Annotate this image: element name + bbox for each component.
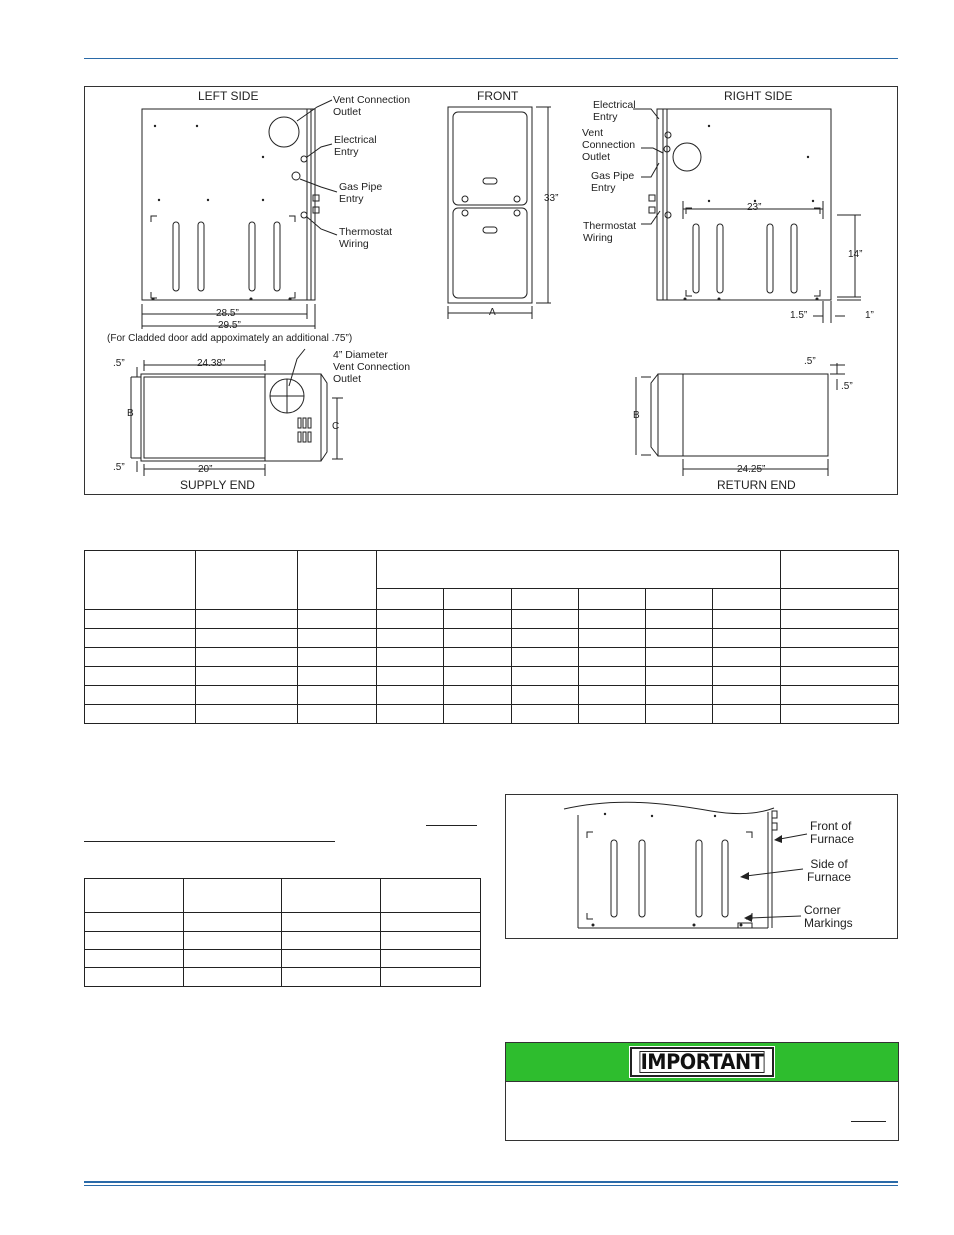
right-thermostat-callout: Thermostat Wiring bbox=[583, 220, 637, 244]
table-row bbox=[85, 932, 481, 950]
supply-end-title: SUPPLY END bbox=[180, 478, 255, 492]
dim-20: 20” bbox=[198, 464, 213, 475]
dim-1: 1” bbox=[865, 310, 874, 321]
dim-05-supply-bottom: .5” bbox=[113, 462, 125, 473]
dim-14: 14” bbox=[848, 249, 863, 260]
table-row bbox=[85, 686, 899, 705]
right-vent-callout: Vent Connection Outlet bbox=[582, 127, 636, 163]
table-row bbox=[85, 950, 481, 968]
dim-b-supply: B bbox=[127, 408, 134, 419]
dimension-drawing bbox=[84, 86, 898, 495]
text-underline-short bbox=[426, 825, 477, 826]
left-side-cabinet bbox=[142, 109, 315, 300]
furnace-side-figure bbox=[505, 794, 898, 939]
dim-24-25: 24.25” bbox=[737, 464, 766, 475]
return-end-title: RETURN END bbox=[717, 478, 796, 492]
left-side-title: LEFT SIDE bbox=[198, 89, 259, 103]
dim-05-supply-top: .5” bbox=[113, 358, 125, 369]
dim-b-return: B bbox=[633, 410, 640, 421]
important-banner bbox=[506, 1043, 898, 1082]
supply-end-cabinet bbox=[141, 374, 321, 461]
break-line bbox=[564, 802, 774, 813]
table-row bbox=[85, 629, 899, 648]
side-of-furnace-callout: Side of Furnace bbox=[807, 857, 852, 884]
dim-28-5: 28.5” bbox=[216, 308, 239, 319]
dim-1-5: 1.5” bbox=[790, 310, 808, 321]
important-text-underline bbox=[851, 1121, 886, 1122]
table-row bbox=[85, 913, 481, 932]
dim-05-return-top: .5” bbox=[804, 356, 816, 367]
left-vent-callout: Vent Connection Outlet bbox=[333, 94, 411, 118]
important-notice bbox=[505, 1042, 899, 1141]
right-gas-callout: Gas Pipe Entry bbox=[591, 170, 635, 194]
front-title: FRONT bbox=[477, 89, 519, 103]
text-underline-long bbox=[84, 841, 335, 842]
right-side-title: RIGHT SIDE bbox=[724, 89, 793, 103]
cladded-note: (For Cladded door add appoximately an additional .75”) bbox=[107, 333, 353, 344]
dim-a: A bbox=[489, 307, 496, 318]
header-rule bbox=[84, 58, 898, 59]
table-row bbox=[85, 705, 899, 724]
dim-23: 23” bbox=[747, 202, 762, 213]
clearance-table bbox=[84, 878, 481, 987]
footer-rule-thin bbox=[84, 1185, 898, 1186]
front-of-furnace-callout: Front of Furnace bbox=[810, 819, 855, 846]
table-row bbox=[85, 648, 899, 667]
footer-rule bbox=[84, 1181, 898, 1183]
right-vent-outlet bbox=[673, 143, 701, 171]
table-row bbox=[85, 968, 481, 987]
left-vent-outlet bbox=[269, 117, 299, 147]
table-header-row bbox=[85, 879, 481, 913]
dimension-drawing-lines bbox=[85, 87, 899, 496]
important-label: IMPORTANT bbox=[640, 1050, 764, 1074]
left-thermostat-callout: Thermostat Wiring bbox=[339, 226, 393, 250]
supply-vent-callout: 4” Diameter Vent Connection Outlet bbox=[333, 349, 411, 385]
table-row bbox=[85, 610, 899, 629]
dim-29-5: 29.5” bbox=[218, 320, 241, 331]
dim-24-38: 24.38” bbox=[197, 358, 226, 369]
corner-markings-callout: Corner Markings bbox=[804, 903, 853, 930]
dimensions-table bbox=[84, 550, 899, 724]
dim-c: C bbox=[332, 421, 340, 432]
important-badge bbox=[630, 1047, 774, 1077]
table-row bbox=[85, 667, 899, 686]
right-electrical-callout: Electrical Entry bbox=[593, 99, 636, 123]
left-gas-callout: Gas Pipe Entry bbox=[339, 181, 383, 205]
dim-33: 33” bbox=[544, 193, 559, 204]
left-electrical-callout: Electrical Entry bbox=[334, 134, 377, 158]
table-header-row bbox=[85, 551, 899, 589]
dim-05-return-right: .5” bbox=[841, 381, 853, 392]
